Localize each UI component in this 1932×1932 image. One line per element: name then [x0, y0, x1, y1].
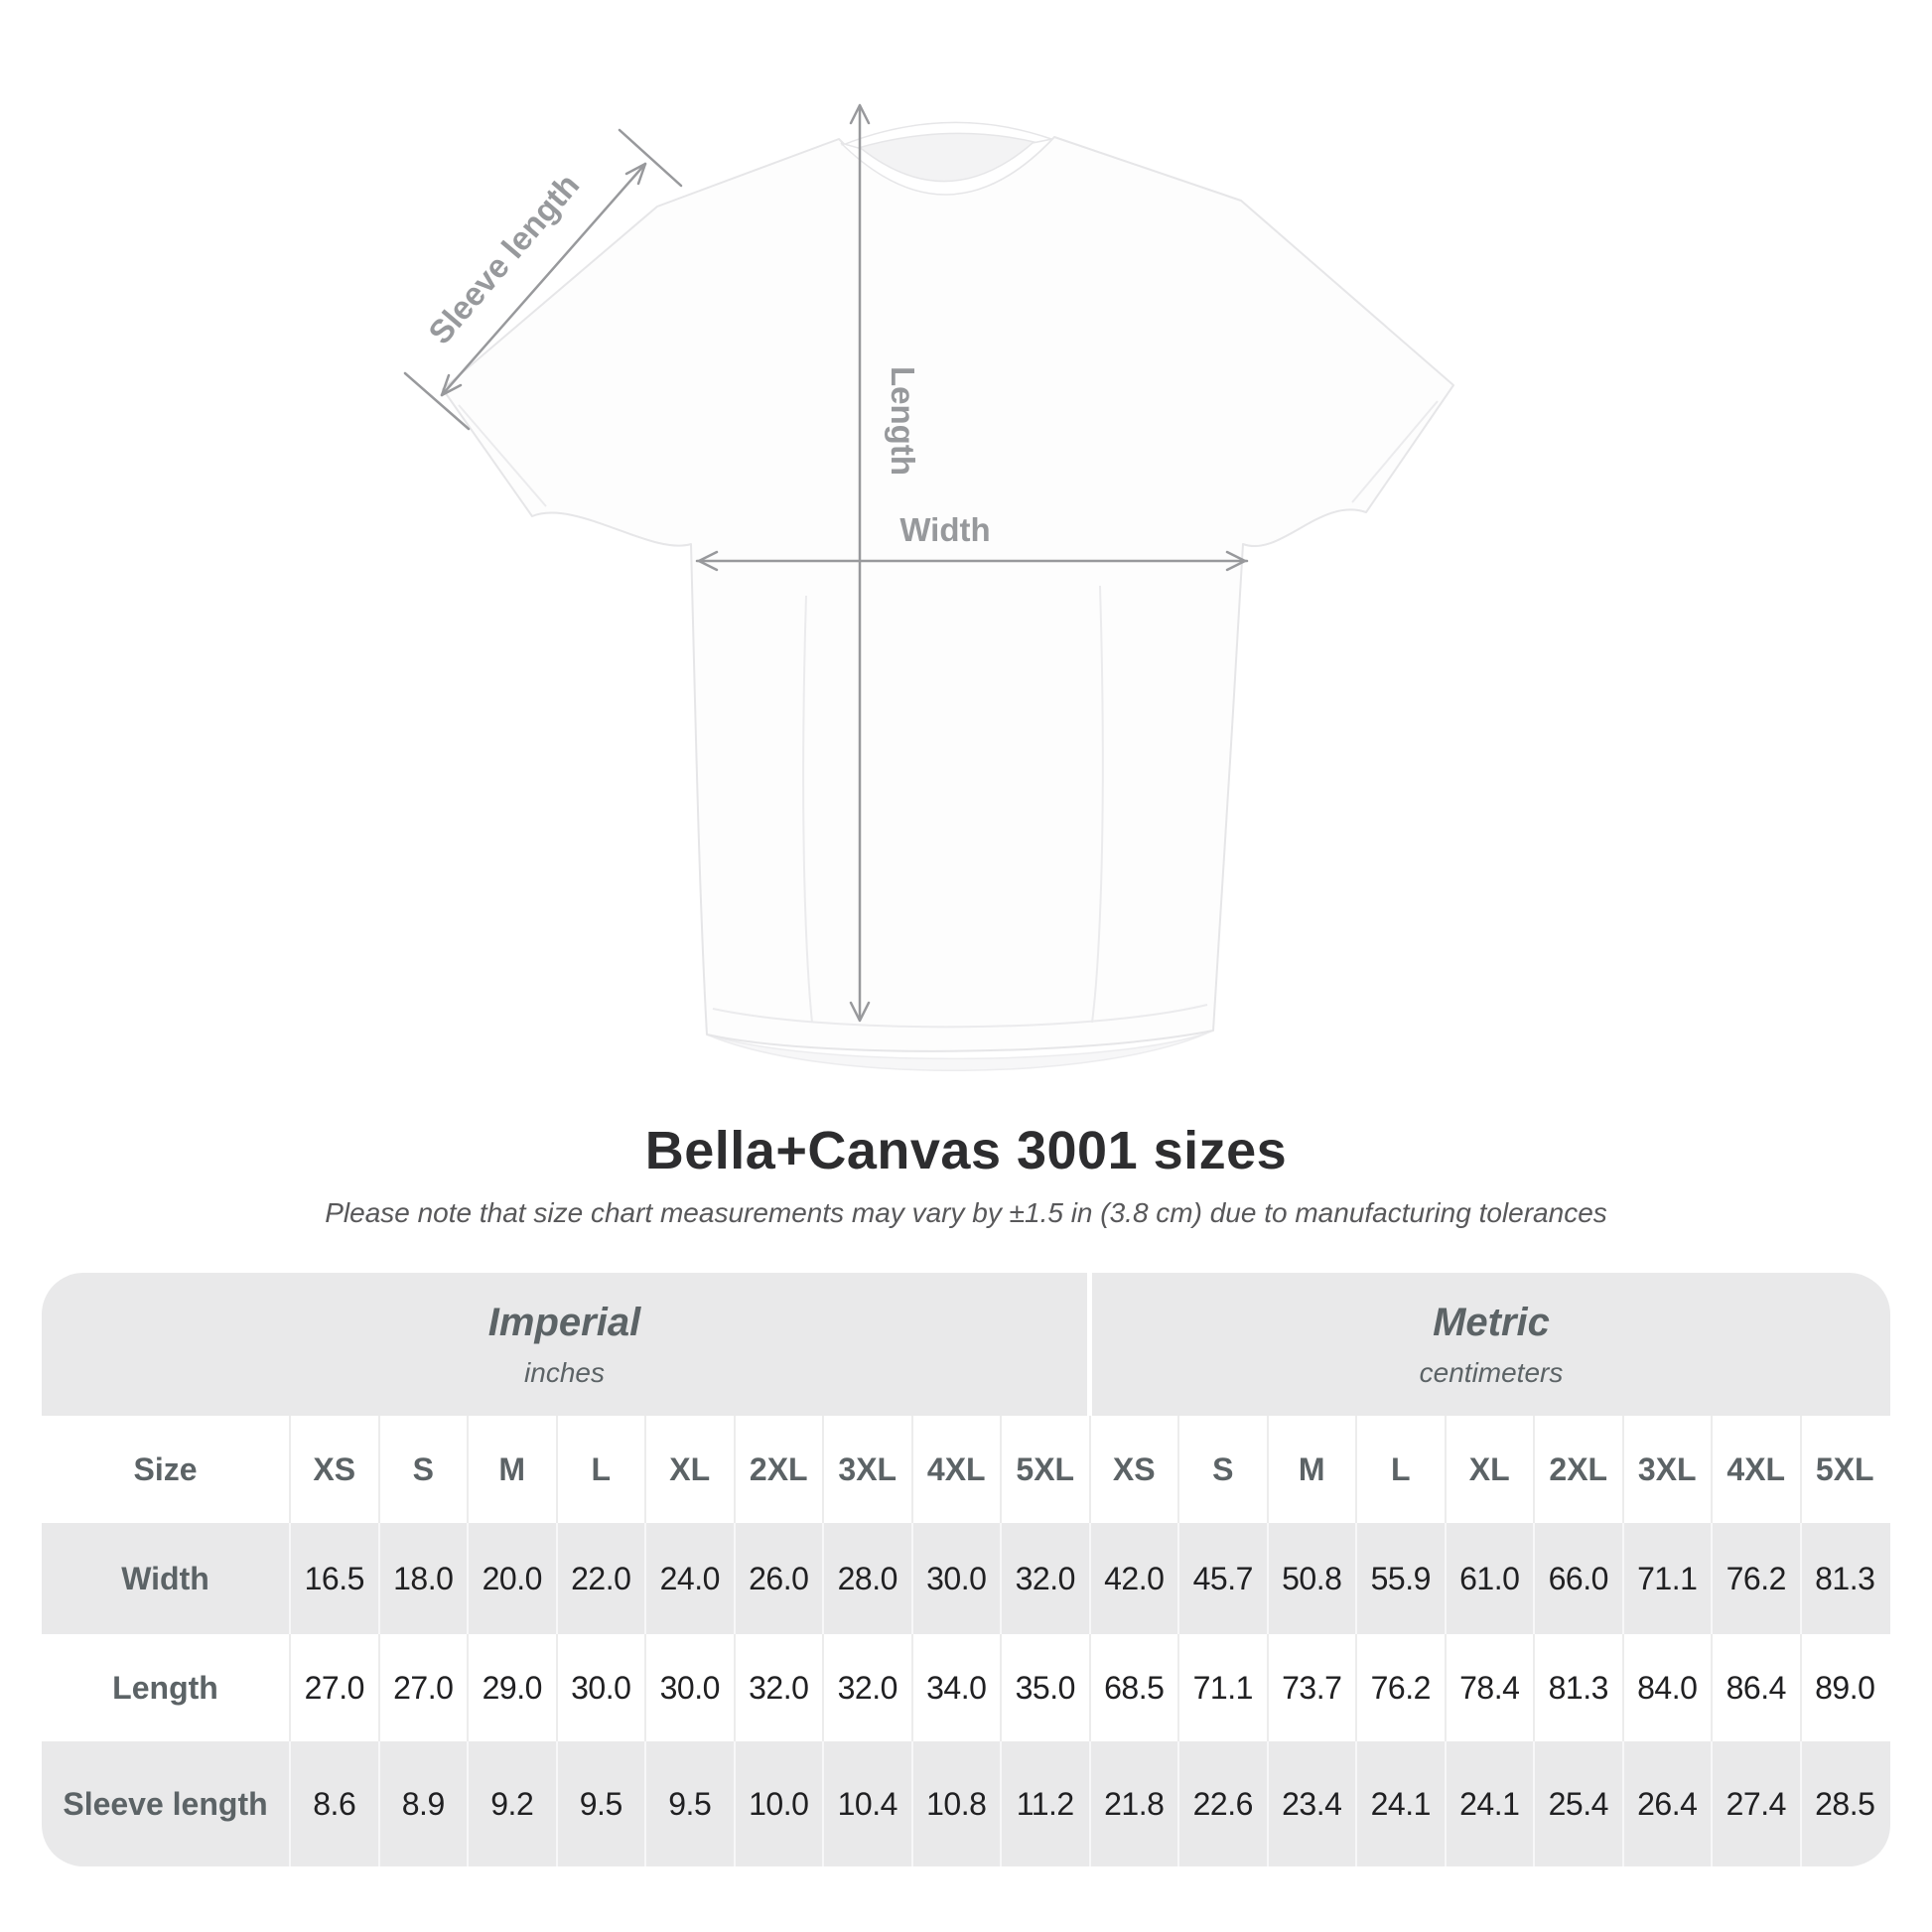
size-header-metric-xs: XS [1091, 1416, 1180, 1523]
measurement-cell: 24.0 [646, 1523, 736, 1634]
measurement-cell: 27.0 [291, 1634, 380, 1741]
size-header-metric-3xl: 3XL [1624, 1416, 1714, 1523]
row-label: Sleeve length [42, 1741, 291, 1866]
measurement-cell: 34.0 [913, 1634, 1003, 1741]
size-header-imperial-m: M [469, 1416, 558, 1523]
size-header-imperial-5xl: 5XL [1002, 1416, 1091, 1523]
measurement-cell: 50.8 [1269, 1523, 1358, 1634]
size-header-imperial-4xl: 4XL [913, 1416, 1003, 1523]
metric-group-title: Metric [1433, 1300, 1550, 1344]
measurement-cell: 30.0 [913, 1523, 1003, 1634]
measurement-cell: 76.2 [1713, 1523, 1802, 1634]
width-row [42, 1523, 1890, 1634]
measurement-cell: 76.2 [1357, 1634, 1447, 1741]
measurement-cell: 27.4 [1713, 1741, 1802, 1866]
sleeve-row [42, 1741, 1890, 1866]
measurement-cell: 30.0 [646, 1634, 736, 1741]
measurement-cell: 10.0 [736, 1741, 825, 1866]
size-table [42, 1273, 1890, 1866]
measurement-cell: 18.0 [380, 1523, 470, 1634]
sleeve-length-label: Sleeve length [421, 166, 587, 351]
size-header-metric-s: S [1179, 1416, 1269, 1523]
size-column-header: Size [42, 1416, 291, 1523]
size-header-metric-xl: XL [1447, 1416, 1536, 1523]
measurement-cell: 89.0 [1815, 1669, 1875, 1706]
measurement-cell: 55.9 [1357, 1523, 1447, 1634]
size-header-metric-4xl: 4XL [1713, 1416, 1802, 1523]
size-header-metric-l: L [1357, 1416, 1447, 1523]
measurement-cell: 35.0 [1002, 1634, 1091, 1741]
size-header-imperial-2xl: 2XL [736, 1416, 825, 1523]
measurement-cell: 29.0 [469, 1634, 558, 1741]
measurement-cell: 22.0 [558, 1523, 647, 1634]
measurement-cell: 9.5 [646, 1741, 736, 1866]
measurement-cell: 42.0 [1091, 1523, 1180, 1634]
row-label: Width [42, 1523, 291, 1634]
size-header-metric-2xl: 2XL [1535, 1416, 1624, 1523]
measurement-cell: 8.6 [291, 1741, 380, 1866]
measurement-cell: 71.1 [1179, 1634, 1269, 1741]
width-label: Width [899, 511, 991, 548]
measurement-cell: 66.0 [1535, 1523, 1624, 1634]
measurement-cell: 28.0 [824, 1523, 913, 1634]
measurement-cell: 73.7 [1269, 1634, 1358, 1741]
measurement-cell: 16.5 [291, 1523, 380, 1634]
measurement-cell: 81.3 [1815, 1560, 1875, 1596]
measurement-cell: 24.1 [1447, 1741, 1536, 1866]
measurement-cell: 22.6 [1179, 1741, 1269, 1866]
measurement-cell: 21.8 [1091, 1741, 1180, 1866]
size-header-row [42, 1416, 1890, 1523]
measurement-cell: 8.9 [380, 1741, 470, 1866]
measurement-cell: 9.2 [469, 1741, 558, 1866]
imperial-group-header [42, 1273, 1087, 1416]
measurement-cell: 84.0 [1624, 1634, 1714, 1741]
measurement-cell: 27.0 [380, 1634, 470, 1741]
measurement-cell: 71.1 [1624, 1523, 1714, 1634]
size-header-imperial-l: L [558, 1416, 647, 1523]
length-row [42, 1634, 1890, 1741]
measurement-cell: 25.4 [1535, 1741, 1624, 1866]
page-title: Bella+Canvas 3001 sizes [644, 1121, 1288, 1180]
measurement-cell: 45.7 [1179, 1523, 1269, 1634]
measurement-cell: 30.0 [558, 1634, 647, 1741]
size-header-imperial-3xl: 3XL [824, 1416, 913, 1523]
measurement-cell: 81.3 [1535, 1634, 1624, 1741]
measurement-cell: 32.0 [824, 1634, 913, 1741]
tshirt-image [443, 122, 1453, 1050]
measurement-cell: 68.5 [1091, 1634, 1180, 1741]
imperial-group-title: Imperial [487, 1300, 641, 1344]
metric-group-header [1092, 1273, 1890, 1416]
measurement-cell: 9.5 [558, 1741, 647, 1866]
measurement-cell: 24.1 [1357, 1741, 1447, 1866]
measurement-cell: 23.4 [1269, 1741, 1358, 1866]
measurement-cell: 78.4 [1447, 1634, 1536, 1741]
measurement-cell: 20.0 [469, 1523, 558, 1634]
measurement-cell: 86.4 [1713, 1634, 1802, 1741]
imperial-group-unit: inches [524, 1356, 605, 1388]
measurement-cell: 28.5 [1815, 1785, 1875, 1822]
size-header-metric-5xl: 5XL [1815, 1450, 1874, 1487]
unit-group-header [42, 1273, 1890, 1416]
measurement-cell: 10.4 [824, 1741, 913, 1866]
row-label: Length [42, 1634, 291, 1741]
measurement-cell: 32.0 [736, 1634, 825, 1741]
size-header-imperial-s: S [380, 1416, 470, 1523]
size-header-imperial-xl: XL [646, 1416, 736, 1523]
metric-group-unit: centimeters [1419, 1356, 1564, 1388]
size-header-metric-m: M [1269, 1416, 1358, 1523]
measurement-cell: 26.0 [736, 1523, 825, 1634]
size-header-imperial-xs: XS [291, 1416, 380, 1523]
measurement-cell: 32.0 [1002, 1523, 1091, 1634]
length-label: Length [885, 366, 921, 476]
measurement-cell: 10.8 [913, 1741, 1003, 1866]
tshirt-body [443, 137, 1453, 1051]
page-subtitle: Please note that size chart measurements may vary by ±1.5 in (3.8 cm) due to manufacturing tolerances [325, 1197, 1607, 1228]
measurement-cell: 26.4 [1624, 1741, 1714, 1866]
measurement-cell: 61.0 [1447, 1523, 1536, 1634]
measurement-cell: 11.2 [1002, 1741, 1091, 1866]
